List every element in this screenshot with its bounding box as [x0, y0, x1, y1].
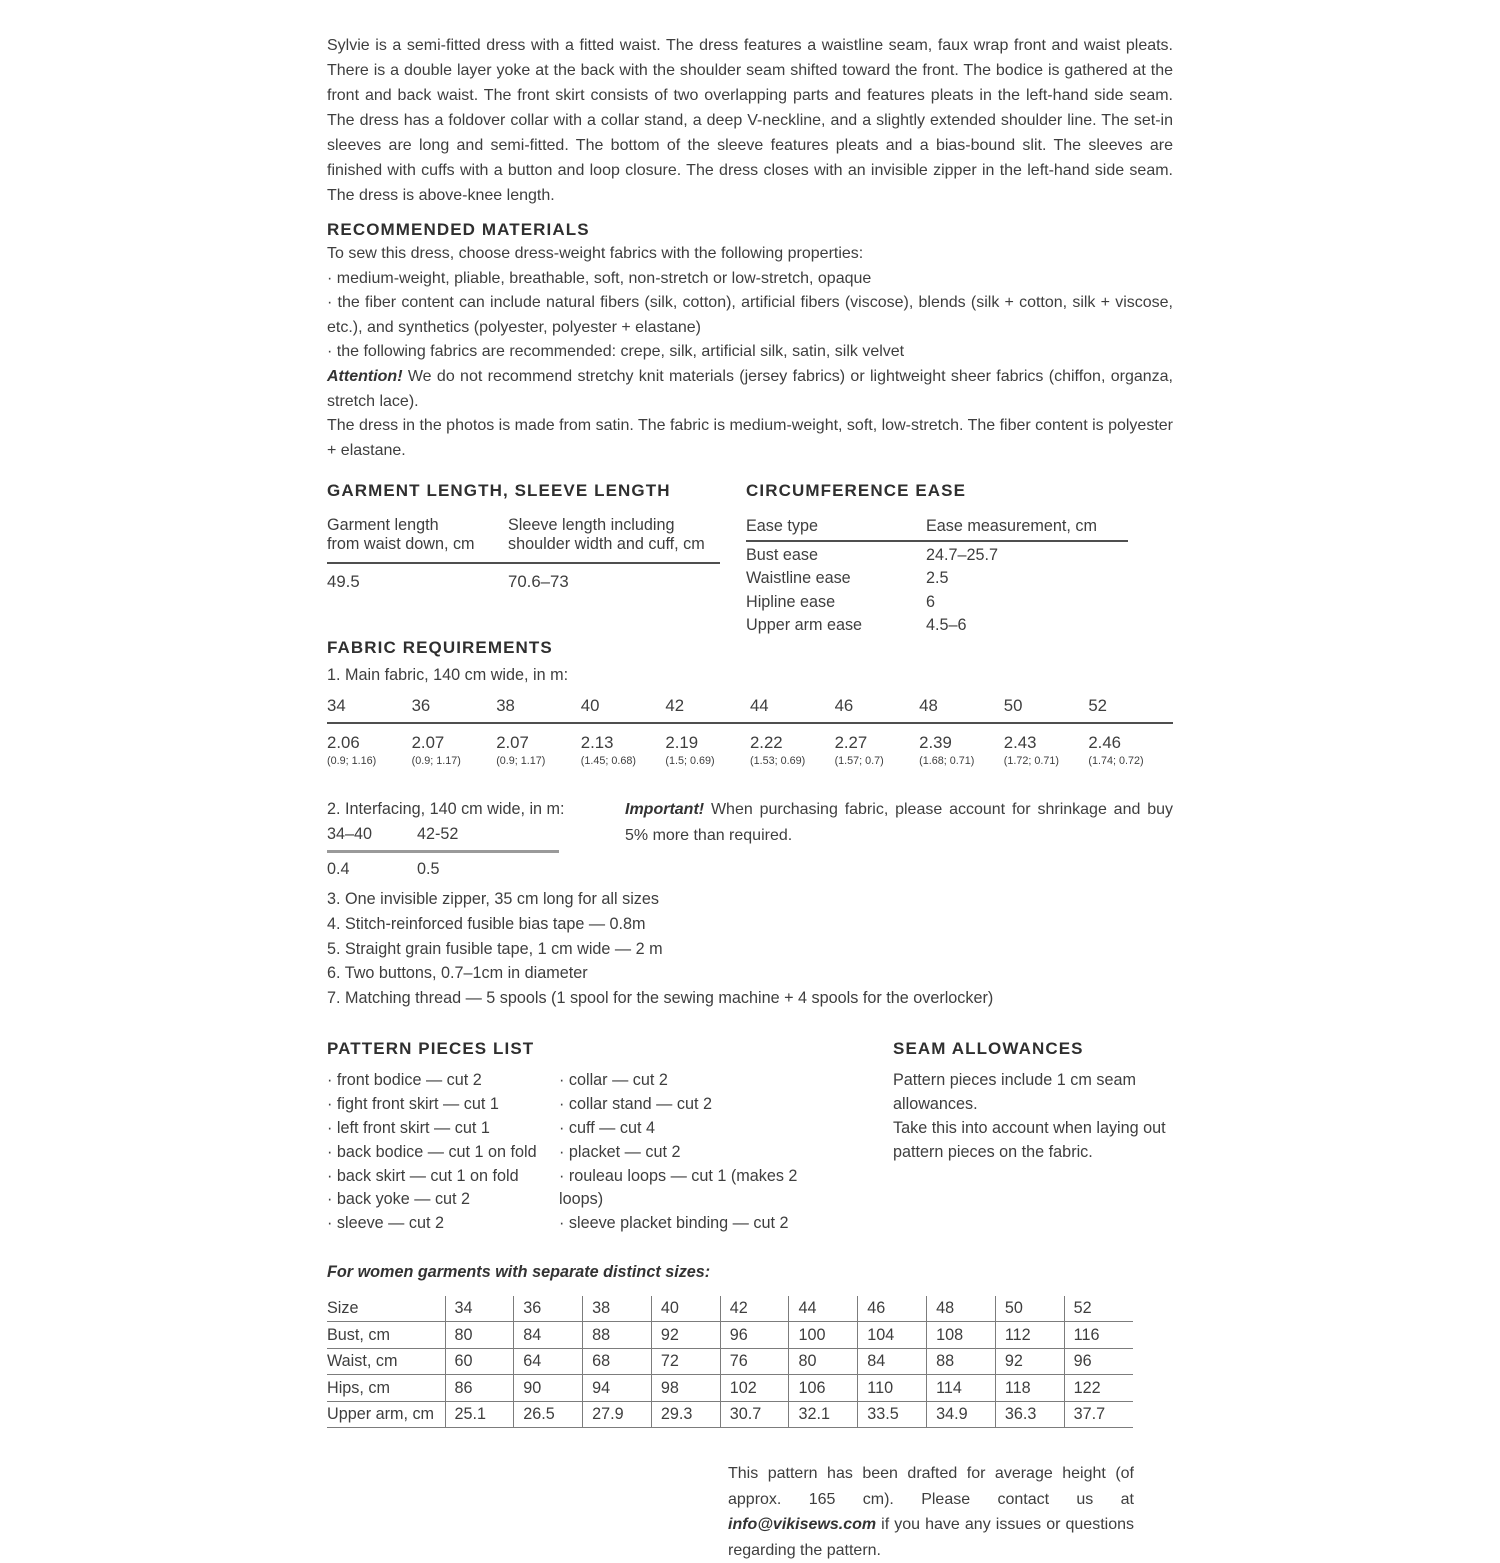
hips-value: 118	[995, 1375, 1064, 1402]
fabric-size: 38	[496, 696, 581, 724]
size-header: 52	[1064, 1296, 1133, 1322]
fabric-value: 2.19	[665, 733, 699, 753]
attention-label: Attention!	[327, 367, 403, 385]
interfacing-range: 42-52	[417, 823, 559, 853]
upper-arm-value: 36.3	[995, 1401, 1064, 1428]
recommended-materials-heading: RECOMMENDED MATERIALS	[327, 220, 590, 239]
notion-item: 3. One invisible zipper, 35 cm long for all sizes	[327, 890, 660, 909]
footer-email: info@vikisews.com	[728, 1516, 877, 1534]
fabric-size: 46	[835, 696, 920, 724]
hips-value: 86	[445, 1375, 514, 1402]
ease-row-value: 24.7–25.7	[926, 545, 999, 564]
interfacing-section	[327, 797, 625, 879]
fabric-value: 2.22	[749, 733, 783, 753]
ease-type-header: Ease type	[746, 516, 926, 542]
bust-row	[327, 1322, 1133, 1349]
fabric-subvalue: (1.45; 0.68)	[580, 755, 636, 768]
garment-length-col1-line1: Garment length	[327, 516, 439, 535]
waist-value: 80	[789, 1348, 858, 1375]
pattern-piece: · cuff — cut 4	[559, 1117, 807, 1141]
upper-arm-row	[327, 1401, 1133, 1428]
pattern-pieces-col1	[327, 1069, 559, 1236]
ease-row-label: Waistline ease	[746, 569, 851, 588]
ease-row-label: Hipline ease	[746, 592, 836, 611]
fabric-size: 40	[581, 696, 666, 724]
fabric-size: 50	[1004, 696, 1089, 724]
circumference-ease-table	[746, 516, 1128, 636]
fabric-size: 52	[1088, 696, 1173, 724]
pattern-piece: · front bodice — cut 2	[327, 1069, 559, 1093]
footer-post: if you have any issues or questions regarding the pattern.	[728, 1516, 1134, 1559]
pattern-piece: · fight front skirt — cut 1	[327, 1093, 559, 1117]
bust-value: 108	[927, 1322, 996, 1349]
interfacing-row	[327, 797, 1173, 879]
notion-item: 5. Straight grain fusible tape, 1 cm wide — 2 m	[327, 939, 663, 958]
fabric-value: 2.13	[580, 733, 614, 753]
pattern-pieces-section	[327, 1037, 893, 1236]
bust-value: 112	[995, 1322, 1064, 1349]
garment-length-heading: GARMENT LENGTH, SLEEVE LENGTH	[327, 481, 671, 501]
pattern-piece: · back bodice — cut 1 on fold	[327, 1141, 559, 1165]
materials-bullet-1: · medium-weight, pliable, breathable, soft, non-stretch or low-stretch, opaque	[327, 267, 1173, 292]
hips-value: 114	[927, 1375, 996, 1402]
fabric-value: 2.27	[834, 733, 868, 753]
waist-value: 64	[514, 1348, 583, 1375]
fabric-value: 2.39	[919, 733, 952, 753]
waist-value: 72	[651, 1348, 720, 1375]
bust-value: 80	[445, 1322, 514, 1349]
pieces-and-seam-row	[327, 1037, 1173, 1236]
upper-arm-value: 26.5	[514, 1401, 583, 1428]
ease-row-label: Bust ease	[746, 545, 818, 564]
fabric-value: 2.46	[1088, 733, 1122, 753]
pattern-piece: · sleeve placket binding — cut 2	[559, 1212, 807, 1236]
ease-row-value: 6	[926, 592, 936, 611]
size-header: 46	[858, 1296, 927, 1322]
size-table-header-row	[327, 1296, 1133, 1322]
circumference-ease-section	[746, 479, 1173, 636]
pattern-piece: · rouleau loops — cut 1 (makes 2 loops)	[559, 1165, 807, 1213]
pattern-piece: · left front skirt — cut 1	[327, 1117, 559, 1141]
size-header: 50	[995, 1296, 1064, 1322]
pattern-piece: · placket — cut 2	[559, 1141, 807, 1165]
pattern-piece: · back yoke — cut 2	[327, 1188, 559, 1212]
intro-paragraph: Sylvie is a semi-fitted dress with a fitted waist. The dress features a waistline seam, faux wrap front and waist pleats. There is a double layer yoke at the back with the shoulder seam shifted toward the front. The bodice is gathered at the front and back waist. The front skirt consists of two overlapping parts and features pleats in the left-hand side seam. The dress has a foldover collar with a collar stand, a deep V-neckline, and a slightly extended shoulder line. The set-in sleeves are long and semi-fitted. The bottom of the sleeve features pleats and a bias-bound slit. The sleeves are finished with cuffs with a button and loop closure. The dress closes with an invisible zipper in the left-hand side seam. The dress is above-knee length.	[327, 37, 1173, 204]
interfacing-value: 0.4	[327, 860, 350, 879]
sleeve-length-value: 70.6–73	[508, 572, 569, 592]
upper-arm-value: 33.5	[858, 1401, 927, 1428]
bust-value: 88	[583, 1322, 652, 1349]
seam-allowances-p2: Take this into account when laying out pattern pieces on the fabric.	[893, 1118, 1166, 1161]
garment-length-col2-header	[508, 516, 720, 564]
size-header: 42	[720, 1296, 789, 1322]
fabric-requirements-heading: FABRIC REQUIREMENTS	[327, 638, 553, 658]
fabric-size: 42	[665, 696, 750, 724]
interfacing-range: 34–40	[327, 823, 417, 853]
fabric-value: 2.07	[496, 733, 529, 753]
seam-allowances-section	[893, 1037, 1173, 1236]
size-measurements-table	[327, 1296, 1133, 1429]
important-paragraph	[625, 797, 1173, 848]
materials-note: The dress in the photos is made from satin. The fabric is medium-weight, soft, low-stretch. The fiber content is polyester + elastane.	[327, 417, 1173, 459]
upper-arm-value: 30.7	[720, 1401, 789, 1428]
pattern-pieces-columns	[327, 1069, 893, 1236]
waist-value: 84	[858, 1348, 927, 1375]
pattern-pieces-heading: PATTERN PIECES LIST	[327, 1039, 535, 1059]
interfacing-table	[327, 823, 559, 879]
footer-pre: This pattern has been drafted for average height (of approx. 165 cm). Please contact us at	[728, 1465, 1134, 1508]
fabric-size: 44	[750, 696, 835, 724]
hips-value: 90	[514, 1375, 583, 1402]
important-label: Important!	[625, 801, 705, 819]
garment-length-col1-line2: from waist down, cm	[327, 535, 475, 554]
fabric-subvalue: (0.9; 1.17)	[496, 755, 546, 768]
size-header: 36	[514, 1296, 583, 1322]
fabric-subvalue: (1.5; 0.69)	[665, 755, 715, 768]
garment-length-col2-line1: Sleeve length including	[508, 516, 675, 535]
size-header: 44	[789, 1296, 858, 1322]
attention-text: We do not recommend stretchy knit materials (jersey fabrics) or lightweight sheer fabrics (chiffon, organza, stretch lace).	[327, 367, 1173, 410]
upper-arm-value: 29.3	[651, 1401, 720, 1428]
row-label: Hips, cm	[327, 1375, 445, 1402]
notions-list	[327, 887, 1173, 1010]
fabric-value: 2.43	[1003, 733, 1037, 753]
materials-bullet-3: · the following fabrics are recommended: crepe, silk, artificial silk, satin, silk velvet	[327, 340, 1173, 365]
row-label: Bust, cm	[327, 1322, 445, 1349]
notion-item: 7. Matching thread — 5 spools (1 spool for the sewing machine + 4 spools for the overlocker)	[327, 988, 994, 1007]
size-header: 34	[445, 1296, 514, 1322]
hips-value: 98	[651, 1375, 720, 1402]
interfacing-value: 0.5	[417, 860, 440, 879]
interfacing-label: 2. Interfacing, 140 cm wide, in m:	[327, 800, 565, 819]
ease-row-label: Upper arm ease	[746, 616, 863, 635]
circumference-ease-heading: CIRCUMFERENCE EASE	[746, 481, 967, 501]
size-header: 48	[927, 1296, 996, 1322]
waist-value: 88	[927, 1348, 996, 1375]
pattern-piece: · collar stand — cut 2	[559, 1093, 807, 1117]
fabric-subvalue: (0.9; 1.16)	[327, 755, 377, 768]
size-header: 40	[651, 1296, 720, 1322]
bust-value: 84	[514, 1322, 583, 1349]
bust-value: 96	[720, 1322, 789, 1349]
bust-value: 100	[789, 1322, 858, 1349]
hips-value: 110	[858, 1375, 927, 1402]
hips-value: 122	[1064, 1375, 1133, 1402]
garment-length-value: 49.5	[327, 572, 360, 592]
waist-value: 60	[445, 1348, 514, 1375]
fabric-value: 2.07	[411, 733, 445, 753]
hips-value: 102	[720, 1375, 789, 1402]
waist-value: 68	[583, 1348, 652, 1375]
size-table-note: For women garments with separate distinct sizes:	[327, 1262, 711, 1281]
footer-contact-note	[728, 1461, 1134, 1563]
ease-row-value: 2.5	[926, 569, 949, 588]
ease-row-value: 4.5–6	[926, 616, 967, 635]
row-label: Waist, cm	[327, 1348, 445, 1375]
bust-value: 116	[1064, 1322, 1133, 1349]
waist-row	[327, 1348, 1133, 1375]
hips-value: 106	[789, 1375, 858, 1402]
hips-row	[327, 1375, 1133, 1402]
fabric-requirements-table	[327, 696, 1173, 768]
pattern-piece: · sleeve — cut 2	[327, 1212, 559, 1236]
bust-value: 104	[858, 1322, 927, 1349]
materials-bullet-2: · the fiber content can include natural fibers (silk, cotton), artificial fibers (viscose), blends (silk + cotton, silk + viscose, etc.), and synthetics (polyester, polyester + elastane)	[327, 291, 1173, 340]
upper-arm-value: 25.1	[445, 1401, 514, 1428]
upper-arm-value: 34.9	[927, 1401, 996, 1428]
fabric-subvalue: (0.9; 1.17)	[411, 755, 461, 768]
fabric-subvalue: (1.53; 0.69)	[749, 755, 806, 768]
waist-value: 96	[1064, 1348, 1133, 1375]
fabric-subvalue: (1.72; 0.71)	[1003, 755, 1059, 768]
pattern-piece: · back skirt — cut 1 on fold	[327, 1165, 559, 1189]
fabric-size: 36	[412, 696, 497, 724]
fabric-size: 34	[327, 696, 412, 724]
seam-allowances-p1: Pattern pieces include 1 cm seam allowances.	[893, 1071, 1136, 1114]
important-note	[625, 797, 1173, 879]
materials-lead: To sew this dress, choose dress-weight fabrics with the following properties:	[327, 245, 864, 262]
important-text: When purchasing fabric, please account for shrinkage and buy 5% more than required.	[625, 801, 1173, 844]
length-and-ease-row	[327, 479, 1173, 636]
size-corner-cell: Size	[327, 1296, 445, 1322]
waist-value: 76	[720, 1348, 789, 1375]
hips-value: 94	[583, 1375, 652, 1402]
waist-value: 92	[995, 1348, 1064, 1375]
materials-attention	[327, 365, 1173, 414]
fabric-subvalue: (1.57; 0.7)	[834, 755, 884, 768]
garment-length-section	[327, 479, 746, 636]
pattern-pieces-col2	[559, 1069, 807, 1236]
fabric-size: 48	[919, 696, 1004, 724]
notion-item: 4. Stitch-reinforced fusible bias tape — 0.8m	[327, 914, 646, 933]
seam-allowances-heading: SEAM ALLOWANCES	[893, 1039, 1084, 1059]
fabric-subvalue: (1.68; 0.71)	[919, 755, 975, 768]
bust-value: 92	[651, 1322, 720, 1349]
size-header: 38	[583, 1296, 652, 1322]
upper-arm-value: 37.7	[1064, 1401, 1133, 1428]
pattern-piece: · collar — cut 2	[559, 1069, 807, 1093]
garment-length-col1-header	[327, 516, 508, 564]
notion-item: 6. Two buttons, 0.7–1cm in diameter	[327, 964, 588, 983]
ease-measurement-header: Ease measurement, cm	[926, 516, 1128, 542]
upper-arm-value: 32.1	[789, 1401, 858, 1428]
main-fabric-label: 1. Main fabric, 140 cm wide, in m:	[327, 666, 569, 685]
garment-length-table	[327, 516, 720, 592]
fabric-subvalue: (1.74; 0.72)	[1088, 755, 1144, 768]
row-label: Upper arm, cm	[327, 1401, 445, 1428]
upper-arm-value: 27.9	[583, 1401, 652, 1428]
fabric-value: 2.06	[327, 733, 360, 753]
garment-length-col2-line2: shoulder width and cuff, cm	[508, 535, 705, 554]
